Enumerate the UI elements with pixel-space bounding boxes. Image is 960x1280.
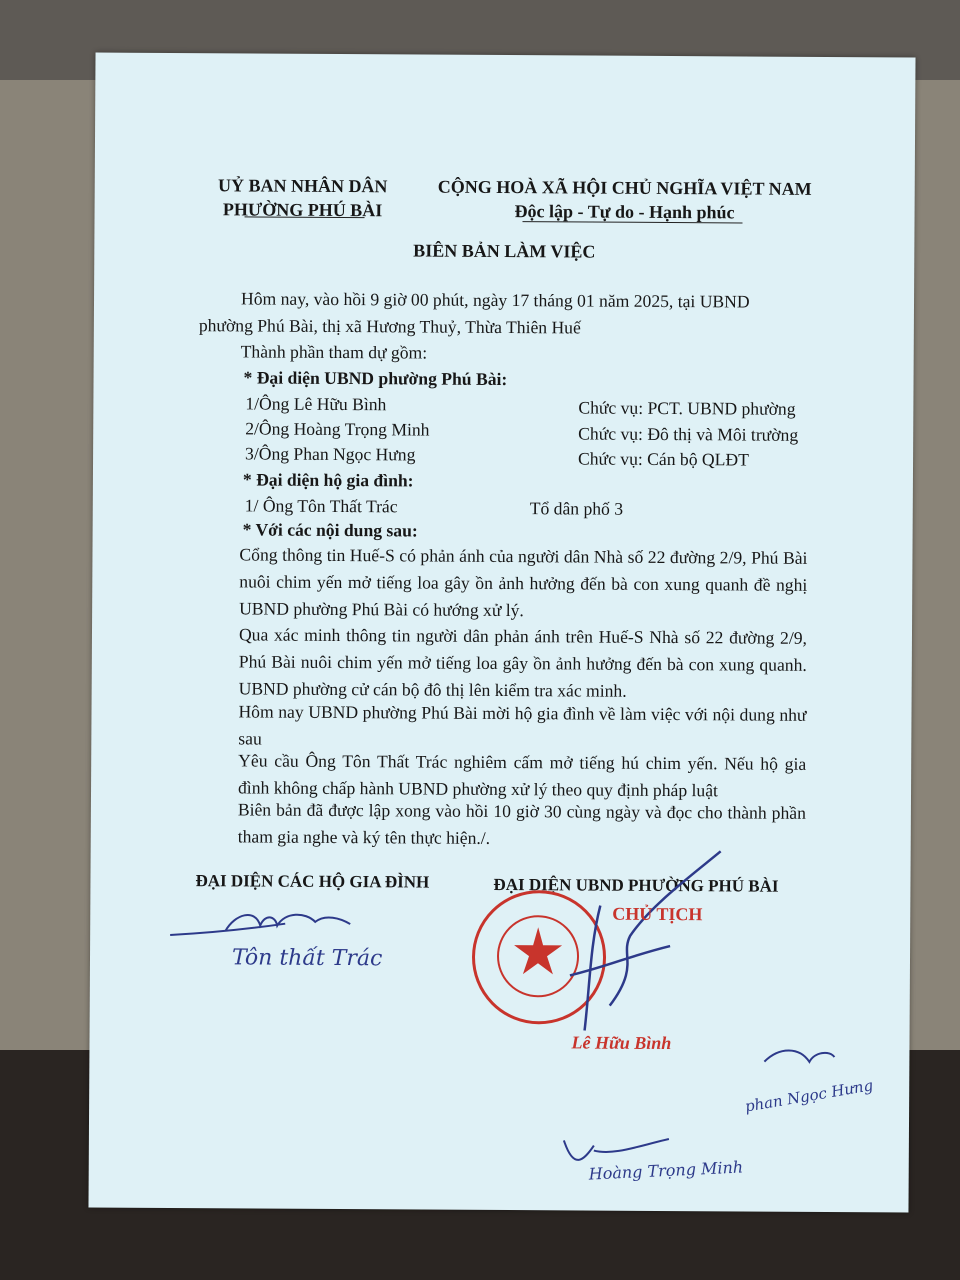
household-signature-scribble — [165, 903, 355, 944]
official-3-role: Chức vụ: Cán bộ QLĐT — [578, 448, 749, 470]
paragraph-3-text: Hôm nay UBND phường Phú Bài mời hộ gia đình về làm việc với nội dung như sau — [238, 701, 807, 749]
intro-line-1: Hôm nay, vào hồi 9 giờ 00 phút, ngày 17 tháng 01 năm 2025, tại UBND — [240, 288, 750, 312]
paragraph-4-text: Yêu cầu Ông Tôn Thất Trác nghiêm cấm mở tiếng hú chim yến. Nếu hộ gia đình không chấp hành UBND phường xử lý theo quy định pháp luật — [237, 750, 807, 801]
document-title: BIÊN BẢN LÀM VIỆC — [413, 240, 596, 262]
official-2-role: Chức vụ: Đô thị và Môi trường — [578, 423, 799, 445]
chairman-signature-scribble — [530, 845, 771, 1036]
official-2-name: 2/Ông Hoàng Trọng Minh — [245, 418, 430, 440]
household-group: Tổ dân phố 3 — [529, 498, 624, 519]
household-signer-name: Tôn thất Trác — [231, 945, 383, 972]
official-1-role: Chức vụ: PCT. UBND phường — [578, 397, 796, 419]
chairman-name: Lê Hữu Bình — [571, 1032, 672, 1054]
paragraph-5 — [196, 796, 806, 854]
intro-line-2: phường Phú Bài, thị xã Hương Thuỷ, Thừa Thiên Huế — [198, 315, 581, 338]
signer-2-name: phan Ngọc Hưng — [743, 1076, 875, 1116]
paragraph-2 — [197, 621, 807, 706]
national-header — [415, 174, 835, 225]
national-motto: Độc lập - Tự do - Hạnh phúc — [514, 201, 735, 223]
signer-2-scribble — [759, 1042, 839, 1077]
household-signature-label: ĐẠI DIỆN CÁC HỘ GIA ĐÌNH — [195, 871, 430, 892]
paragraph-1 — [197, 541, 807, 626]
document-page — [88, 53, 915, 1213]
ubnd-rep-label: * Đại diện UBND phường Phú Bài: — [243, 367, 508, 390]
signer-3-name: Hoàng Trọng Minh — [588, 1157, 744, 1184]
ubnd-signature-label: ĐẠI DIỆN UBND PHƯỜNG PHÚ BÀI — [493, 874, 779, 896]
chairman-title: CHỦ TỊCH — [612, 903, 703, 925]
paragraph-2-text: Qua xác minh thông tin người dân phản ánh trên Huế-S Nhà số 22 đường 2/9, Phú Bài nuôi chim yến mở tiếng loa gây ồn ảnh hưởng đến bà con xung quanh. UBND phường cử cán bộ đô thị lên kiểm tra xác minh. — [238, 624, 808, 701]
household-label: * Đại diện hộ gia đình: — [242, 469, 414, 491]
issuer-line-2: PHƯỜNG PHÚ BÀI — [222, 199, 383, 221]
national-title: CỘNG HOÀ XÃ HỘI CHỦ NGHĨA VIỆT NAM — [437, 176, 812, 199]
issuer-header — [203, 173, 403, 222]
paragraph-1-text: Cổng thông tin Huế-S có phản ánh của người dân Nhà số 22 đường 2/9, Phú Bài nuôi chim yến mở tiếng loa gây ồn ảnh hưởng đến bà con xung quanh đề nghị UBND phường Phú Bài có hướng xử lý. — [239, 544, 808, 621]
official-3-name: 3/Ông Phan Ngọc Hưng — [245, 443, 416, 465]
issuer-line-1: UỶ BAN NHÂN DÂN — [217, 175, 388, 197]
content-label: * Với các nội dung sau: — [242, 519, 418, 541]
attendees-label: Thành phần tham dự gồm: — [240, 341, 428, 363]
household-name: 1/ Ông Tôn Thất Trác — [244, 495, 398, 517]
official-1-name: 1/Ông Lê Hữu Bình — [245, 393, 387, 415]
paragraph-5-text: Biên bản đã được lập xong vào hồi 10 giờ 30 cùng ngày và đọc cho thành phần tham gia nghe và ký tên thực hiện./. — [237, 799, 806, 848]
